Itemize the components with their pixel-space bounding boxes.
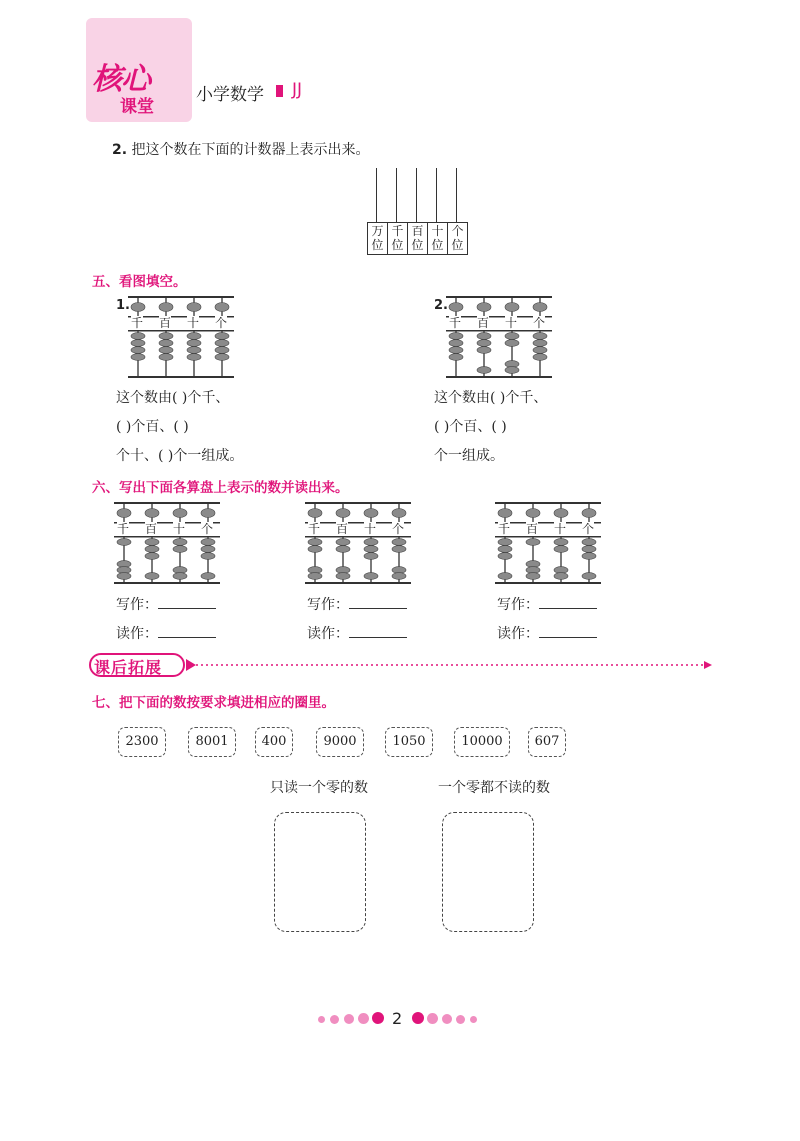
footer-dot <box>412 1012 424 1024</box>
abacus-graphic <box>128 294 234 380</box>
abacus-bead <box>505 303 519 312</box>
abacus-bead <box>392 509 406 518</box>
abacus-bead <box>364 509 378 518</box>
abacus-bead <box>201 546 215 553</box>
abacus-bead <box>533 347 547 354</box>
footer-dot <box>427 1013 438 1024</box>
answer-circle-no-zero[interactable] <box>442 812 534 932</box>
abacus-bead <box>498 509 512 518</box>
abacus-bead <box>308 539 322 546</box>
abacus-bead <box>173 509 187 518</box>
place-label: 个位 <box>451 224 464 252</box>
abacus-bead <box>187 333 201 340</box>
place-label: 百位 <box>408 223 428 254</box>
abacus-bead <box>308 509 322 518</box>
abacus-bead <box>173 573 187 580</box>
answer-blank[interactable] <box>349 596 407 609</box>
abacus-bead <box>505 340 519 347</box>
abacus-bead <box>392 539 406 546</box>
abacus-bead <box>526 539 540 546</box>
abacus-bead <box>215 347 229 354</box>
abacus-6-2 <box>305 500 411 590</box>
read-row <box>116 623 216 643</box>
number-card[interactable]: 10000 <box>454 727 510 757</box>
question-2 <box>112 139 370 159</box>
abacus-bead <box>201 509 215 518</box>
abacus-place-label: 千 <box>131 316 144 330</box>
section-6-title: 六、写出下面各算盘上表示的数并读出来。 <box>92 480 349 496</box>
abacus-place-label: 百 <box>336 522 349 536</box>
abacus-bead <box>392 573 406 580</box>
abacus-bead <box>308 573 322 580</box>
answer-blank[interactable] <box>349 625 407 638</box>
footer-dot <box>456 1015 465 1024</box>
read-label: 读作： <box>116 626 158 642</box>
abacus-place-label: 十 <box>505 316 518 330</box>
abacus-place-label: 个 <box>533 316 546 330</box>
abacus-bead <box>392 546 406 553</box>
abacus-bead <box>215 340 229 347</box>
abacus-bead <box>505 367 519 374</box>
abacus-bead <box>582 553 596 560</box>
footer-dot <box>442 1014 452 1024</box>
page-number: 2 <box>392 1009 403 1028</box>
abacus-place-label: 千 <box>117 522 130 536</box>
abacus-bead <box>131 354 145 361</box>
place-label: 千位 <box>388 223 408 254</box>
read-label: 读作： <box>497 626 539 642</box>
abacus-bead <box>554 573 568 580</box>
number-card[interactable]: 8001 <box>188 727 236 757</box>
abacus-bead <box>526 573 540 580</box>
read-label: 读作： <box>307 626 349 642</box>
circle-label-one-zero: 只读一个零的数 <box>270 780 368 796</box>
number-card[interactable]: 1050 <box>385 727 433 757</box>
counter-rod <box>456 168 457 222</box>
abacus-bead <box>131 303 145 312</box>
abacus-graphic <box>495 500 601 586</box>
read-row <box>497 623 597 643</box>
abacus-bead <box>145 573 159 580</box>
abacus-bead <box>498 539 512 546</box>
abacus-place-label: 千 <box>498 522 511 536</box>
edition-label: JJ <box>292 80 303 100</box>
counter-place-labels <box>367 222 468 255</box>
abacus-bead <box>187 354 201 361</box>
read-row <box>307 623 407 643</box>
abacus-place-label: 十 <box>173 522 186 536</box>
abacus-bead <box>364 539 378 546</box>
footer-dot <box>372 1012 384 1024</box>
abacus-bead <box>187 340 201 347</box>
abacus-bead <box>526 509 540 518</box>
fill-line: 这个数由( )个千、 <box>434 390 548 406</box>
abacus-5-1 <box>128 294 234 384</box>
fill-line: 个十、( )个一组成。 <box>116 448 244 464</box>
section-5-item-2-number: 2. <box>434 298 448 313</box>
section-7-title: 七、把下面的数按要求填进相应的圈里。 <box>92 695 335 711</box>
abacus-place-label: 百 <box>526 522 539 536</box>
abacus-bead <box>308 546 322 553</box>
abacus-bead <box>505 333 519 340</box>
abacus-bead <box>449 333 463 340</box>
abacus-bead <box>449 354 463 361</box>
abacus-bead <box>498 553 512 560</box>
abacus-place-label: 个 <box>201 522 214 536</box>
abacus-bead <box>554 539 568 546</box>
abacus-bead <box>477 347 491 354</box>
abacus-bead <box>477 303 491 312</box>
section-5-item-1-number: 1. <box>116 298 130 313</box>
logo-title: 核心 <box>92 62 150 97</box>
abacus-bead <box>477 367 491 374</box>
abacus-bead <box>364 546 378 553</box>
abacus-5-2 <box>446 294 552 384</box>
answer-circle-one-zero[interactable] <box>274 812 366 932</box>
counter-rod <box>416 168 417 222</box>
abacus-bead <box>449 347 463 354</box>
abacus-bead <box>145 509 159 518</box>
abacus-place-label: 个 <box>392 522 405 536</box>
counter-rod <box>436 168 437 222</box>
abacus-bead <box>336 509 350 518</box>
abacus-bead <box>554 546 568 553</box>
abacus-bead <box>117 539 131 546</box>
abacus-bead <box>582 509 596 518</box>
abacus-graphic <box>305 500 411 586</box>
abacus-bead <box>131 333 145 340</box>
fill-line: 个一组成。 <box>434 448 504 464</box>
banner-title: 课后拓展 <box>94 658 163 677</box>
abacus-bead <box>449 303 463 312</box>
abacus-bead <box>364 573 378 580</box>
abacus-bead <box>159 340 173 347</box>
abacus-place-label: 个 <box>582 522 595 536</box>
fill-line: ( )个百、( ) <box>434 419 507 435</box>
abacus-place-label: 个 <box>215 316 228 330</box>
footer-dot <box>344 1014 354 1024</box>
abacus-6-3 <box>495 500 601 590</box>
abacus-bead <box>449 340 463 347</box>
abacus-bead <box>159 333 173 340</box>
abacus-bead <box>336 539 350 546</box>
section-5-title: 五、看图填空。 <box>92 274 187 290</box>
abacus-place-label: 十 <box>554 522 567 536</box>
abacus-place-label: 千 <box>308 522 321 536</box>
abacus-bead <box>187 347 201 354</box>
abacus-bead <box>533 354 547 361</box>
write-row <box>307 594 407 614</box>
write-label: 写作： <box>307 597 349 613</box>
abacus-bead <box>498 546 512 553</box>
abacus-bead <box>187 303 201 312</box>
abacus-place-label: 十 <box>187 316 200 330</box>
answer-blank[interactable] <box>158 596 216 609</box>
number-card[interactable]: 400 <box>255 727 293 757</box>
abacus-bead <box>582 573 596 580</box>
abacus-bead <box>498 573 512 580</box>
abacus-bead <box>215 303 229 312</box>
fill-line: 这个数由( )个千、 <box>116 390 230 406</box>
footer-dot <box>318 1016 325 1023</box>
abacus-bead <box>477 340 491 347</box>
abacus-bead <box>159 347 173 354</box>
write-label: 写作： <box>116 597 158 613</box>
write-row <box>497 594 597 614</box>
abacus-bead <box>582 546 596 553</box>
abacus-bead <box>533 333 547 340</box>
abacus-bead <box>215 333 229 340</box>
place-label: 十位 <box>428 223 448 254</box>
counter-rod <box>396 168 397 222</box>
abacus-bead <box>145 546 159 553</box>
circle-label-no-zero: 一个零都不读的数 <box>438 780 550 796</box>
abacus-bead <box>159 354 173 361</box>
abacus-place-label: 百 <box>159 316 172 330</box>
abacus-bead <box>159 303 173 312</box>
abacus-bead <box>145 539 159 546</box>
answer-blank[interactable] <box>158 625 216 638</box>
write-label: 写作： <box>497 597 539 613</box>
abacus-bead <box>173 539 187 546</box>
abacus-bead <box>554 509 568 518</box>
footer-dot <box>330 1015 339 1024</box>
abacus-graphic <box>446 294 552 380</box>
abacus-bead <box>201 573 215 580</box>
abacus-bead <box>533 303 547 312</box>
footer-dot <box>358 1013 369 1024</box>
footer-dot <box>470 1016 477 1023</box>
question-2-number: 2. <box>112 142 128 158</box>
abacus-place-label: 十 <box>364 522 377 536</box>
abacus-bead <box>117 573 131 580</box>
question-2-text: 把这个数在下面的计数器上表示出来。 <box>131 142 370 158</box>
abacus-6-1 <box>114 500 220 590</box>
abacus-bead <box>336 546 350 553</box>
number-card[interactable]: 607 <box>528 727 566 757</box>
abacus-bead <box>201 553 215 560</box>
fill-line: ( )个百、( ) <box>116 419 189 435</box>
answer-blank[interactable] <box>539 625 597 638</box>
abacus-bead <box>131 340 145 347</box>
abacus-bead <box>173 546 187 553</box>
abacus-bead <box>582 539 596 546</box>
counter-rod <box>376 168 377 222</box>
section-banner <box>88 652 718 678</box>
abacus-bead <box>477 333 491 340</box>
abacus-bead <box>533 340 547 347</box>
separator-mark <box>276 85 283 97</box>
abacus-bead <box>336 573 350 580</box>
number-card[interactable]: 2300 <box>118 727 166 757</box>
abacus-bead <box>145 553 159 560</box>
abacus-bead <box>215 354 229 361</box>
logo-subtitle: 课堂 <box>120 97 154 117</box>
abacus-bead <box>117 509 131 518</box>
abacus-place-label: 百 <box>477 316 490 330</box>
answer-blank[interactable] <box>539 596 597 609</box>
number-card[interactable]: 9000 <box>316 727 364 757</box>
write-row <box>116 594 216 614</box>
abacus-place-label: 百 <box>145 522 158 536</box>
abacus-bead <box>201 539 215 546</box>
abacus-bead <box>131 347 145 354</box>
abacus-place-label: 千 <box>449 316 462 330</box>
place-label: 万位 <box>368 223 388 254</box>
subject-title: 小学数学 <box>196 85 264 105</box>
abacus-graphic <box>114 500 220 586</box>
abacus-bead <box>364 553 378 560</box>
